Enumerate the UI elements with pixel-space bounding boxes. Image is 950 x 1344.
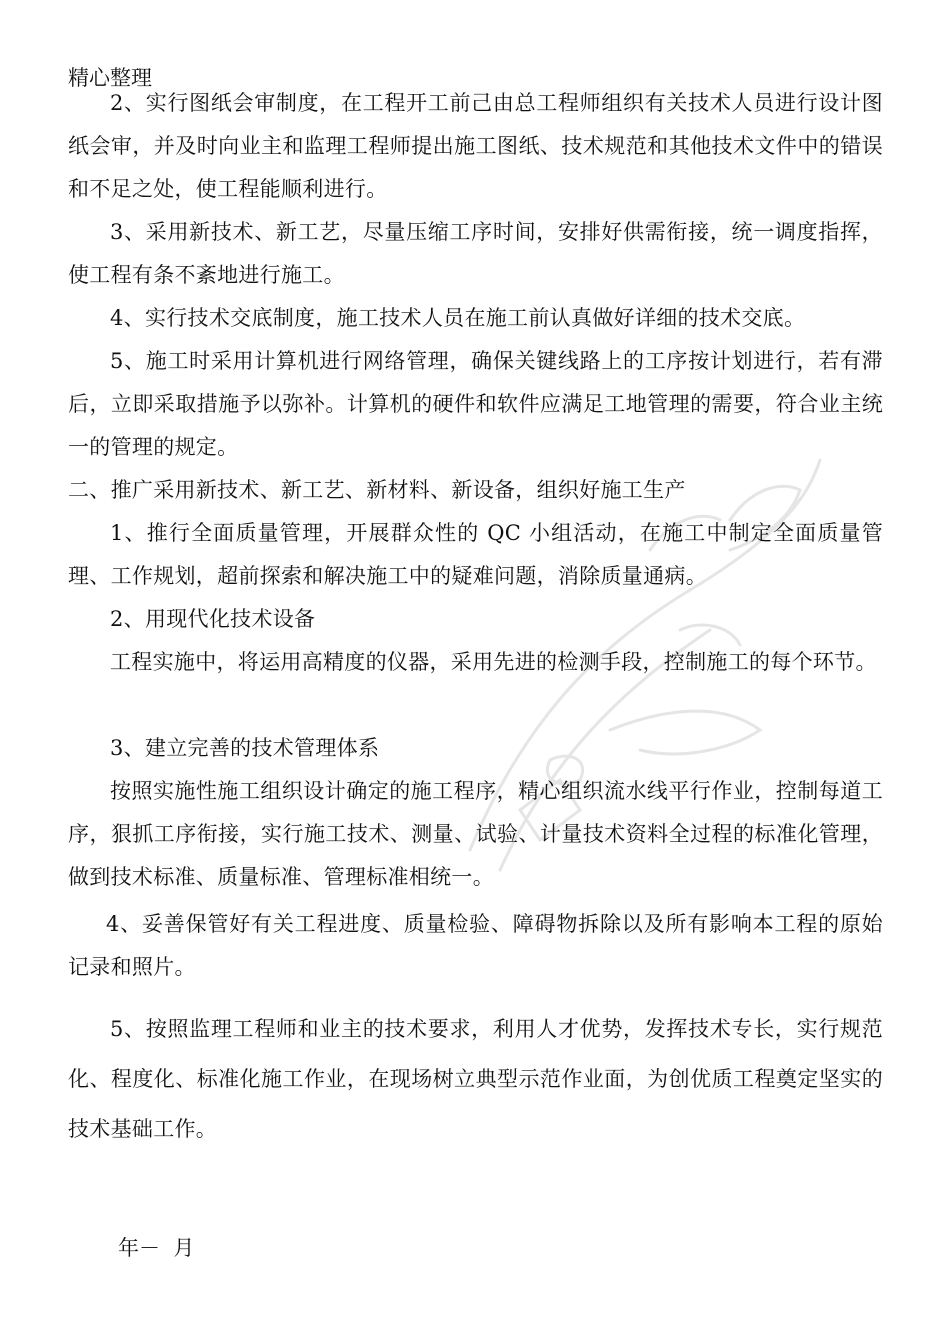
paragraph-2: 3、采用新技术、新工艺，尽量压缩工序时间，安排好供需衔接，统一调度指挥，使工程有条不紊地进行施工。 bbox=[68, 220, 883, 287]
paragraph-8: 3、建立完善的技术管理体系 bbox=[110, 736, 380, 760]
paragraph-3: 4、实行技术交底制度，施工技术人员在施工前认真做好详细的技术交底。 bbox=[110, 306, 806, 330]
paragraph-7: 工程实施中，将运用高精度的仪器，采用先进的检测手段，控制施工的每个环节。 bbox=[110, 650, 877, 674]
paragraph-11: 5、按照监理工程师和业主的技术要求，利用人才优势，发挥技术专长，实行规范化、程度化、标准化施工作业，在现场树立典型示范作业面，为创优质工程奠定坚实的技术基础工作。 bbox=[68, 1017, 883, 1141]
page-header: 精心整理 bbox=[68, 66, 152, 90]
paragraph-10: 4、妥善保管好有关工程进度、质量检验、障碍物拆除以及所有影响本工程的原始记录和照片。 bbox=[68, 912, 883, 979]
paragraph-1: 2、实行图纸会审制度，在工程开工前己由总工程师组织有关技术人员进行设计图纸会审，并及时向业主和监理工程师提出施工图纸、技术规范和其他技术文件中的错误和不足之处，使工程能顺利进行。 bbox=[68, 91, 883, 201]
date-line: 年－ 月 bbox=[118, 1236, 195, 1260]
paragraph-9: 按照实施性施工组织设计确定的施工程序，精心组织流水线平行作业，控制每道工序，狠抓工序衔接，实行施工技术、测量、试验、计量技术资料全过程的标准化管理，做到技术标准、质量标准、管理标准相统一。 bbox=[68, 779, 883, 889]
section-heading-2: 二、推广采用新技术、新工艺、新材料、新设备，组织好施工生产 bbox=[68, 478, 686, 502]
paragraph-6: 2、用现代化技术设备 bbox=[110, 607, 316, 631]
paragraph-4: 5、施工时采用计算机进行网络管理，确保关键线路上的工序按计划进行，若有滞后，立即采取措施予以弥补。计算机的硬件和软件应满足工地管理的需要，符合业主统一的管理的规定。 bbox=[68, 349, 883, 459]
paragraph-5: 1、推行全面质量管理，开展群众性的 QC 小组活动，在施工中制定全面质量管理、工作规划，超前探索和解决施工中的疑难问题，消除质量通病。 bbox=[68, 521, 883, 588]
